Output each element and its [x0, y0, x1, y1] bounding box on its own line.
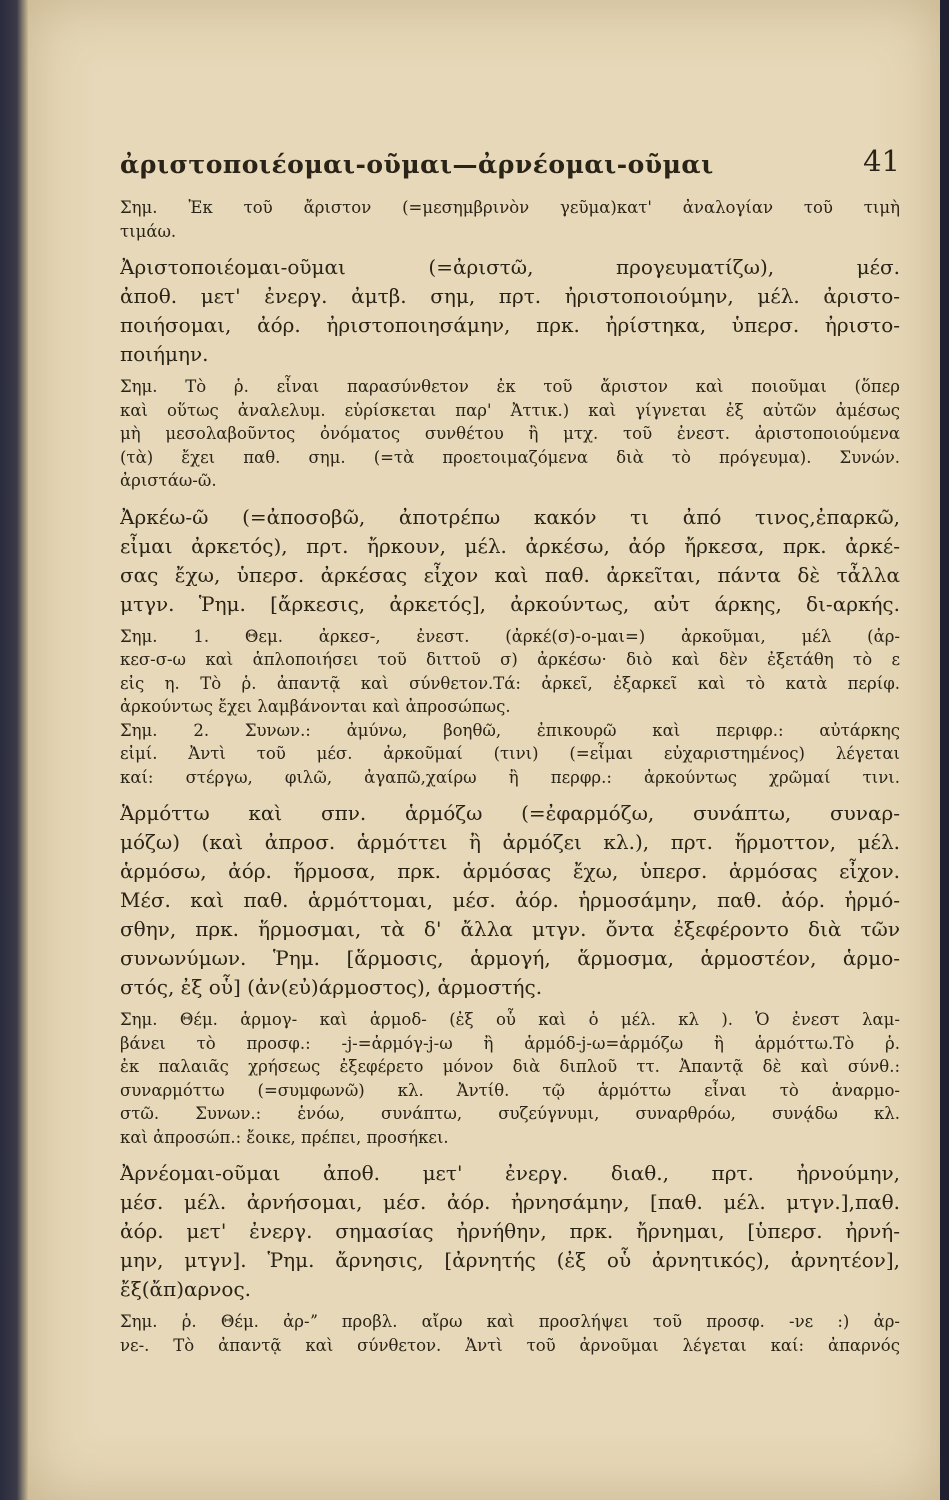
book-page [28, 0, 940, 1500]
running-head: ἀριστοποιέομαι-οῦμαι—ἀρνέομαι-οῦμαι [120, 150, 714, 179]
note-line: στῶ. Συνων.: ἑνόω, συνάπτω, συζεύγνυμι, συναρθρόω, συνᾴδω κλ. [120, 1104, 900, 1123]
note-line: καὶ ἀπροσώπ.: ἔοικε, πρέπει, προσήκει. [120, 1127, 449, 1147]
note-line: εἰμί. Ἀντὶ τοῦ μέσ. ἀρκοῦμαί (τινι) (=εἶμαι εὐχαριστημένος) λέγεται [120, 744, 900, 763]
note-line: Σημ. 1. Θεμ. ἀρκεσ-, ἐνεστ. (ἀρκέ(σ)-ο-μαι=) ἀρκοῦμαι, μέλ (ἀρ- [120, 626, 900, 646]
note-line: Σημ. Θέμ. ἁρμογ- καὶ ἁρμοδ- (ἐξ οὗ καὶ ὁ μέλ. κλ ). Ὁ ἐνεστ λαμ- [120, 1010, 900, 1029]
entry-line: Ἀρνέομαι-οῦμαι ἀποθ. μετ' ἐνεργ. διαθ., πρτ. ἠρνούμην, [120, 1161, 900, 1185]
note-line: (τὰ) ἔχει παθ. σημ. (=τὰ προετοιμαζόμενα διὰ τὸ πρόγευμα). Συνών. [120, 447, 900, 467]
note-line: Σημ. Τὸ ῥ. εἶναι παρασύνθετον ἐκ τοῦ ἄριστον καὶ ποιοῦμαι (ὅπερ [120, 377, 900, 396]
note-line: ἀριστάω-ῶ. [120, 471, 217, 490]
entry-line: ποιήμην. [120, 342, 209, 366]
entry-line: ἁρμόσω, ἀόρ. ἥρμοσα, πρκ. ἁρμόσας ἔχω, ὑπερσ. ἁρμόσας εἶχον. [120, 859, 900, 883]
page-header [120, 144, 900, 190]
book-gutter [0, 0, 28, 1500]
entry-line: ἀόρ. μετ' ἐνεργ. σημασίας ἠρνήθην, πρκ. ἤρνημαι, [ὑπερσ. ἠρνή- [120, 1219, 900, 1243]
page-number: 41 [863, 144, 900, 178]
entry-line: μην, μτγν]. Ῥημ. ἄρνησις, [ἀρνητής (ἐξ οὗ ἀρνητικός), ἀρνητέον], [120, 1248, 900, 1272]
entry-line: ποιήσομαι, ἀόρ. ἠριστοποιησάμην, πρκ. ἠρίστηκα, ὑπερσ. ἠριστο- [120, 313, 900, 337]
note-line: μὴ μεσολαβοῦντος ὀνόματος συνθέτου ἢ μτχ. τοῦ ἐνεστ. ἀριστοποιούμενα [120, 424, 900, 443]
entry-line: ἔξ(ἄπ)αρνος. [120, 1277, 252, 1301]
note-line: καὶ οὕτως ἀναλελυμ. εὑρίσκεται παρ' Ἀττικ.) καὶ γίγνεται ἐξ αὐτῶν ἀμέσως [120, 400, 900, 420]
note-line: καί: στέργω, φιλῶ, ἀγαπῶ,χαίρω ἢ περφρ.: ἀρκούντως χρῶμαί τινι. [120, 767, 900, 787]
entry-line: Ἀριστοποιέομαι-οῦμαι (=ἀριστῶ, προγευματίζω), μέσ. [120, 255, 900, 279]
note-line: ἐκ παλαιᾶς χρήσεως ἐξεφέρετο μόνον διὰ διπλοῦ ττ. Ἀπαντᾷ δὲ καὶ σύνθ.: [120, 1057, 900, 1076]
note-line: βάνει τὸ προσφ.: -j-=ἁρμόγ-j-ω ἢ ἁρμόδ-j-ω=ἁρμόζω ἢ ἁρμόττω.Τὸ ῥ. [120, 1033, 900, 1053]
note-line: συναρμόττω (=συμφωνῶ) κλ. Ἀντίθ. τῷ ἁρμόττω εἶναι τὸ ἀναρμο- [120, 1080, 900, 1100]
entry-line: σας ἔχω, ὑπερσ. ἀρκέσας εἶχον καὶ παθ. ἀρκεῖται, πάντα δὲ τἆλλα [120, 562, 900, 587]
entry-line: μτγν. Ῥημ. [ἄρκεσις, ἀρκετός], ἀρκούντως, αὐτ άρκης, δι-αρκής. [120, 591, 900, 616]
note-line: Σημ. 2. Συνων.: ἀμύνω, βοηθῶ, ἐπικουρῶ καὶ περιφρ.: αὐτάρκης [120, 720, 900, 740]
entry-line: ἀποθ. μετ' ἐνεργ. ἀμτβ. σημ, πρτ. ἠριστοποιούμην, μέλ. ἀριστο- [120, 284, 900, 308]
note-line: Σημ. Ἐκ τοῦ ἄριστον (=μεσημβρινὸν γεῦμα)κατ' ἀναλογίαν τοῦ τιμὴ [120, 198, 900, 217]
note-line: εἰς η. Τὸ ῥ. ἀπαντᾷ καὶ σύνθετον.Τά: ἀρκεῖ, ἐξαρκεῖ καὶ τὸ κατὰ περίφ. [120, 673, 900, 693]
note-line: Σημ. ῥ. Θέμ. ἀρ-ˮ προβλ. αἴρω καὶ προσλήψει τοῦ προσφ. -νε :) ἀρ- [120, 1312, 900, 1331]
entry-line: μόζω) (καὶ ἀπροσ. ἁρμόττει ἢ ἁρμόζει κλ.), πρτ. ἥρμοττον, μέλ. [120, 830, 900, 854]
dictionary-text [120, 196, 900, 1357]
entry-line: εἶμαι ἀρκετός), πρτ. ἤρκουν, μέλ. ἀρκέσω, ἀόρ ἤρκεσα, πρκ. ἀρκέ- [120, 533, 900, 558]
entry-line: στός, ἐξ οὗ] (ἀν(εὐ)άρμοστος), ἁρμοστής. [120, 975, 543, 999]
entry-line: Ἀρκέω-ῶ (=ἀποσοβῶ, ἀποτρέπω κακόν τι ἀπό τινος,ἐπαρκῶ, [120, 504, 900, 529]
note-line: νε-. Τὸ ἀπαντᾷ καὶ σύνθετον. Ἀντὶ τοῦ ἀρνοῦμαι λέγεται καί: ἀπαρνός [120, 1335, 900, 1355]
note-line: κεσ-σ-ω καὶ ἁπλοποιήσει τοῦ διττοῦ σ) ἀρκέσω· διὸ καὶ δὲν ἐξετάθη τὸ ε [120, 650, 900, 669]
entry-line: Μέσ. καὶ παθ. ἁρμόττομαι, μέσ. ἀόρ. ἡρμοσάμην, παθ. ἀόρ. ἡρμό- [120, 888, 900, 912]
note-line: τιμάω. [120, 221, 177, 241]
entry-line: σθην, πρκ. ἥρμοσμαι, τὰ δ' ἄλλα μτγν. ὄντα ἐξεφέροντο διὰ τῶν [120, 917, 900, 941]
entry-line: Ἁρμόττω καὶ σπν. ἁρμόζω (=ἐφαρμόζω, συνάπτω, συναρ- [120, 801, 900, 825]
entry-line: συνωνύμων. Ῥημ. [ἅρμοσις, ἁρμογή, ἅρμοσμα, ἁρμοστέον, ἁρμο- [120, 946, 900, 970]
entry-line: μέσ. μέλ. ἀρνήσομαι, μέσ. ἀόρ. ἠρνησάμην, [παθ. μέλ. μτγν.],παθ. [120, 1190, 900, 1214]
note-line: ἀρκούντως ἔχει λαμβάνονται καὶ ἀπροσώπως. [120, 697, 511, 716]
